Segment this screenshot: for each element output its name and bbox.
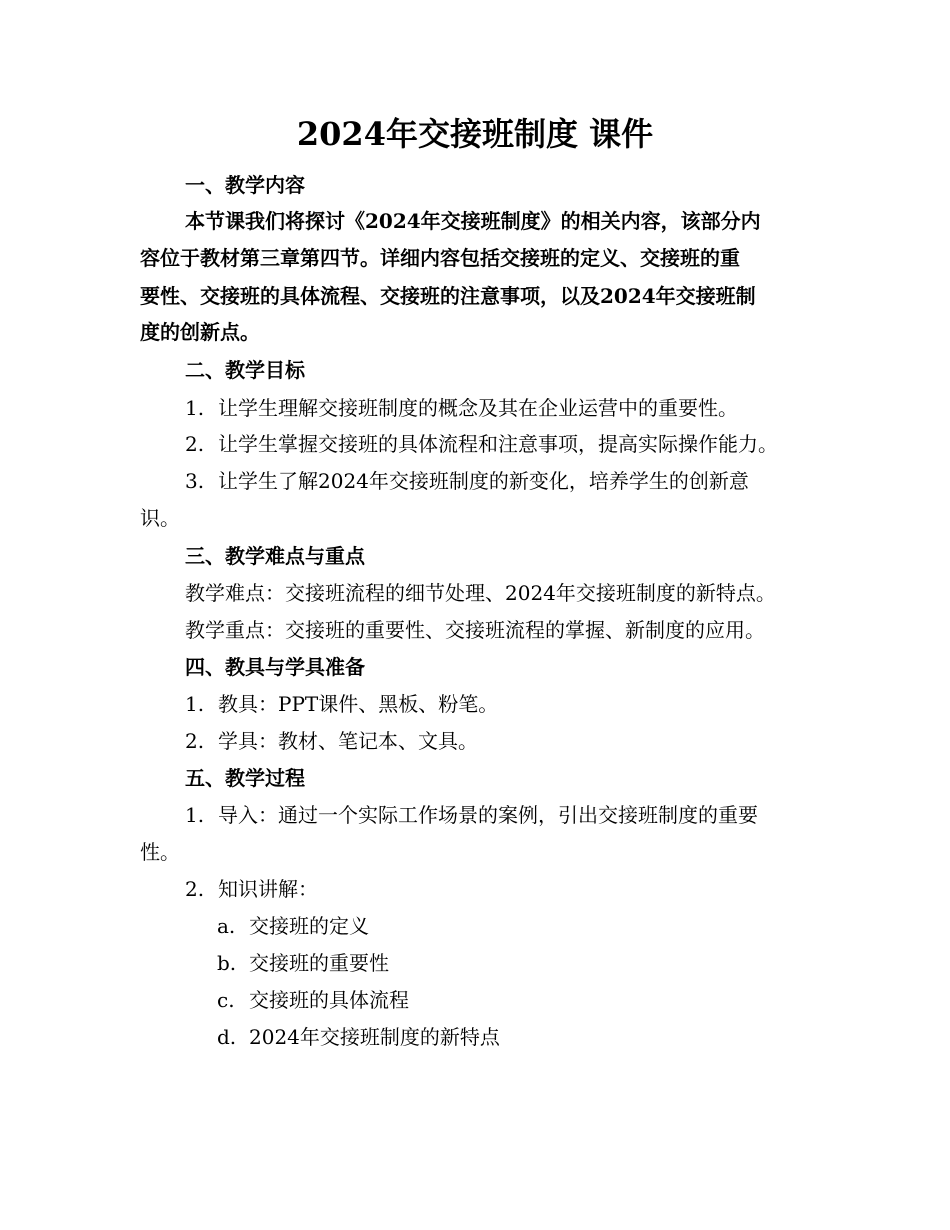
list-item: 教具：PPT课件、黑板、粉笔。	[218, 692, 499, 716]
list-item: 知识讲解：	[218, 877, 318, 901]
list-item-number: 2.	[185, 877, 205, 901]
sub-item-label: a.	[217, 914, 236, 938]
paragraph-line: 要性、交接班的具体流程、交接班的注意事项，以及2024年交接班制	[140, 284, 756, 308]
list-item-number: 1.	[185, 396, 205, 420]
sub-item-label: d.	[217, 1025, 237, 1049]
list-item: 让学生理解交接班制度的概念及其在企业运营中的重要性。	[218, 396, 738, 420]
keypoint-line: 教学重点：交接班的重要性、交接班流程的掌握、新制度的应用。	[185, 618, 765, 642]
section-heading-teaching-process: 五、教学过程	[185, 766, 305, 790]
list-item: 让学生了解2024年交接班制度的新变化，培养学生的创新意	[218, 469, 749, 493]
sub-item: 交接班的具体流程	[249, 988, 409, 1012]
section-heading-teaching-goals: 二、教学目标	[185, 358, 305, 382]
section-heading-teaching-content: 一、教学内容	[185, 173, 305, 197]
paragraph-line: 容位于教材第三章第四节。详细内容包括交接班的定义、交接班的重	[140, 246, 740, 270]
document-title: 2024年交接班制度 课件	[296, 115, 654, 153]
list-item-continuation: 性。	[140, 840, 180, 864]
sub-item: 2024年交接班制度的新特点	[249, 1025, 500, 1049]
list-item-number: 2.	[185, 432, 205, 456]
paragraph-line: 本节课我们将探讨《2024年交接班制度》的相关内容，该部分内	[185, 209, 761, 233]
list-item: 让学生掌握交接班的具体流程和注意事项，提高实际操作能力。	[218, 432, 778, 456]
list-item-number: 2.	[185, 729, 205, 753]
difficulty-line: 教学难点：交接班流程的细节处理、2024年交接班制度的新特点。	[185, 581, 776, 605]
section-heading-teaching-aids: 四、教具与学具准备	[185, 655, 365, 679]
paragraph-line: 度的创新点。	[140, 320, 260, 344]
sub-item: 交接班的定义	[249, 914, 369, 938]
list-item-number: 1.	[185, 692, 205, 716]
list-item-number: 3.	[185, 469, 205, 493]
list-item-number: 1.	[185, 803, 205, 827]
list-item-continuation: 识。	[140, 506, 180, 530]
sub-item-label: c.	[217, 988, 235, 1012]
sub-item: 交接班的重要性	[249, 951, 389, 975]
sub-item-label: b.	[217, 951, 237, 975]
list-item: 导入：通过一个实际工作场景的案例，引出交接班制度的重要	[218, 803, 758, 827]
section-heading-difficulties-keypoints: 三、教学难点与重点	[185, 544, 365, 568]
list-item: 学具：教材、笔记本、文具。	[218, 729, 478, 753]
